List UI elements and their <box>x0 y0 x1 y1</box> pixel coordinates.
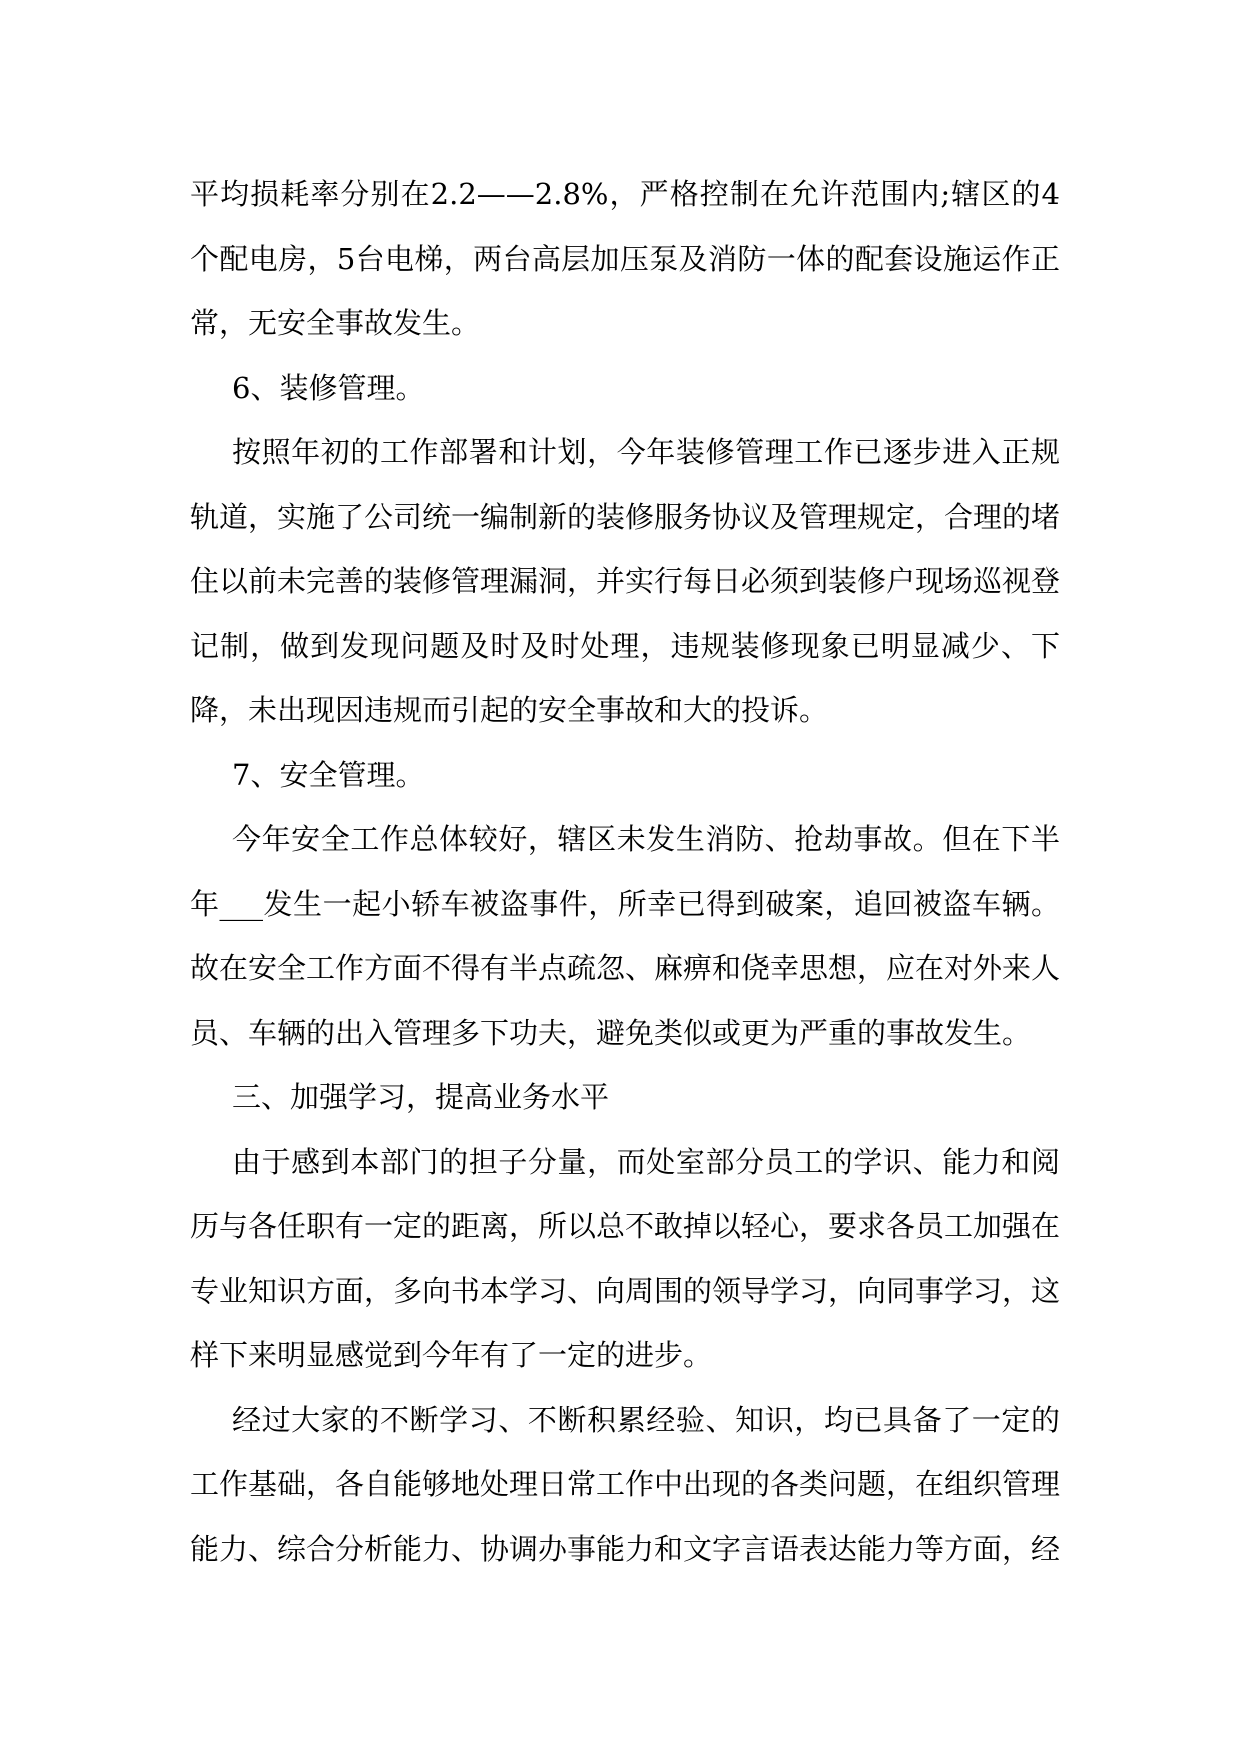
heading-strengthen-learning: 三、加强学习，提高业务水平 <box>232 1080 610 1114</box>
heading-renovation-management: 6、装修管理。 <box>232 370 425 405</box>
paragraph-utility-loss-rate: 平均损耗率分别在2.2——2.8%，严格控制在允许范围内;辖区的4个配电房，5台电梯，两台高层加压泵及消防一体的配套设施运作正常，无安全事故发生。 <box>190 177 1060 340</box>
document-page <box>190 162 1060 1581</box>
paragraph-renovation-management: 按照年初的工作部署和计划，今年装修管理工作已逐步进入正规轨道，实施了公司统一编制新的装修服务协议及管理规定，合理的堵住以前未完善的装修管理漏洞，并实行每日必须到装修户现场巡视登记制，做到发现问题及时及时处理，违规装修现象已明显减少、下降，未出现因违规而引起的安全事故和大的投诉。 <box>190 435 1061 727</box>
paragraph-safety-management: 今年安全工作总体较好，辖区未发生消防、抢劫事故。但在下半年___发生一起小轿车被盗事件，所幸已得到破案，追回被盗车辆。故在安全工作方面不得有半点疏忽、麻痹和侥幸思想，应在对外来人员、车辆的出入管理多下功夫，避免类似或更为严重的事故发生。 <box>190 822 1061 1050</box>
paragraph-staff-learning: 由于感到本部门的担子分量，而处室部分员工的学识、能力和阅历与各任职有一定的距离，所以总不敢掉以轻心，要求各员工加强在专业知识方面，多向书本学习、向周围的领导学习，向同事学习，这样下来明显感觉到今年有了一定的进步。 <box>190 1144 1061 1372</box>
paragraph-work-foundation: 经过大家的不断学习、不断积累经验、知识，均已具备了一定的工作基础，各自能够地处理日常工作中出现的各类问题，在组织管理能力、综合分析能力、协调办事能力和文字言语表达能力等方面，经 <box>190 1402 1061 1566</box>
heading-safety-management: 7、安全管理。 <box>232 757 425 792</box>
